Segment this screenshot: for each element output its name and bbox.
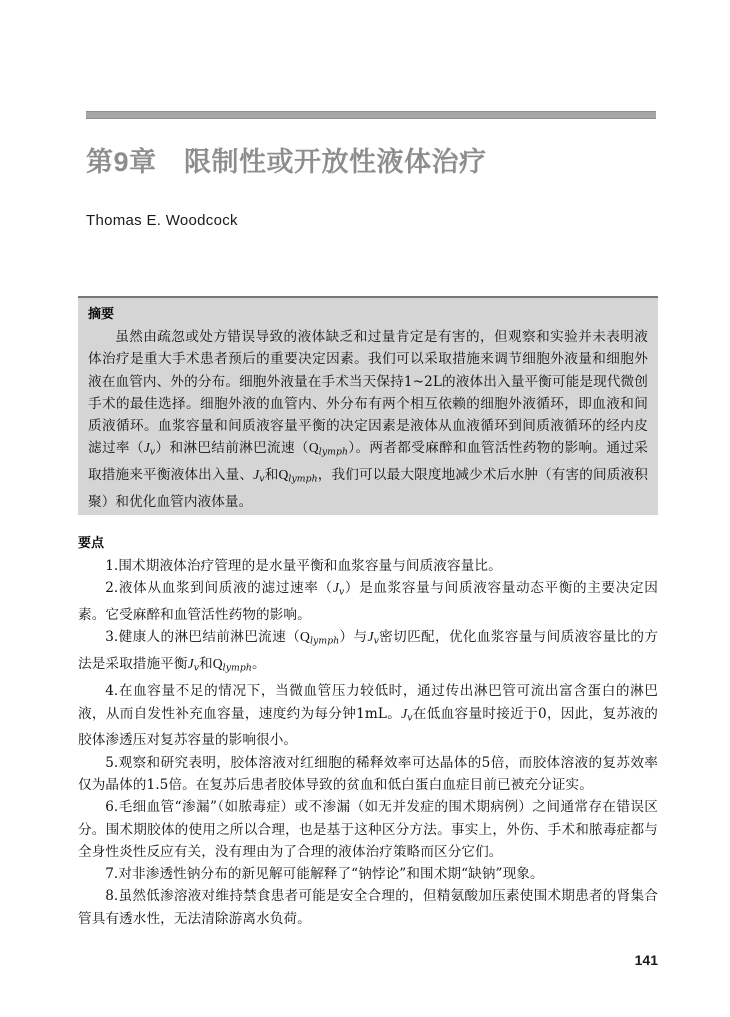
keypoint-5-text: 5.观察和研究表明，胶体溶液对红细胞的稀释效率可达晶体的5倍，而胶体溶液的复苏效率仅为晶体的1.5倍。在复苏后患者胶体导致的贫血和低白蛋白血症目前已被充分证实。 — [78, 754, 658, 793]
keypoint-2-symbol-jv: J — [332, 580, 339, 596]
keypoint-3-symbol-jv-2-subscript: v — [193, 662, 200, 674]
symbol-qlymph-2-subscript: lymph — [288, 473, 318, 485]
abstract-text-part-3: ）。两者都受麻醉和血管活性药物的影响。通过采取措施来平衡液体出入量、 — [88, 440, 648, 484]
keypoint-item-8 — [78, 885, 658, 930]
page-number: 141 — [634, 952, 658, 968]
keypoints-heading: 要点 — [78, 536, 105, 551]
keypoint-2-text-2: ）是血浆容量与间质液容量动态平衡的主要决定因素。它受麻醉和血管活性药物的影响。 — [78, 580, 659, 624]
header-rule — [86, 111, 656, 119]
keypoint-4-text-2: 在低血容量时接近于0，因此，复苏液的胶体渗透压对复苏容量的影响很小。 — [78, 705, 658, 749]
keypoint-3-symbol-jv-2: J — [187, 656, 194, 672]
abstract-text-part-4: 和 — [264, 467, 279, 484]
keypoint-4-symbol-jv-subscript: v — [407, 712, 413, 724]
keypoint-3-text-3: 密切匹配，优化血浆容量与间质液容量比的方法是采取措施平衡 — [78, 629, 659, 673]
symbol-qlymph-subscript: lymph — [318, 447, 349, 459]
keypoint-3-symbol-jv: J — [367, 629, 374, 645]
keypoint-6-text: 6.毛细血管“渗漏”（如脓毒症）或不渗漏（如无并发症的围术期病例）之间通常存在错误区分。围术期胶体的使用之所以合理，也是基于这种区分方法。事实上，外伤、手术和脓毒症都与全身性炎性反应有关，没有理由为了合理的液体治疗策略而区分它们。 — [78, 799, 658, 860]
keypoint-3-text-1: 3.健康人的淋巴结前淋巴流速（ — [105, 629, 301, 646]
abstract-section — [78, 296, 658, 515]
keypoint-7-text: 7.对非渗透性钠分布的新见解可能解释了“钠悖论”和围术期“缺钠”现象。 — [105, 866, 544, 883]
symbol-qlymph-2: Q — [278, 467, 289, 483]
keypoint-2-text-1: 2.液体从血浆到间质液的滤过速率（ — [105, 580, 333, 597]
keypoint-3-symbol-qlymph-2: Q — [212, 656, 223, 672]
keypoint-8-text: 8.虽然低渗溶液对维持禁食患者可能是安全合理的，但精氨酸加压素使围术期患者的肾集合管具有透水性，无法清除游离水负荷。 — [78, 888, 658, 927]
keypoints-section — [78, 534, 658, 930]
abstract-text-part-5: ，我们可以最大限度地减少术后水肿（有害的间质液积聚）和优化血管内液体量。 — [88, 467, 648, 511]
symbol-jv-subscript: v — [149, 447, 156, 459]
keypoint-1-text: 1.围术期液体治疗管理的是水量平衡和血浆容量与间质液容量比。 — [105, 558, 502, 574]
keypoint-item-7 — [78, 863, 658, 885]
author-name: Thomas E. Woodcock — [86, 212, 238, 229]
abstract-body — [88, 326, 648, 514]
keypoint-item-4 — [78, 680, 658, 751]
abstract-heading: 摘要 — [88, 307, 115, 322]
keypoint-3-symbol-qlymph: Q — [300, 629, 310, 645]
keypoint-2-symbol-jv-subscript: v — [338, 586, 345, 598]
symbol-jv: J — [143, 440, 150, 456]
keypoint-3-text-4: 和 — [199, 656, 213, 673]
keypoint-3-symbol-jv-subscript: v — [373, 636, 379, 648]
abstract-text-part-1: 虽然由疏忽或处方错误导致的液体缺乏和过量肯定是有害的，但观察和实验并未表明液体治疗是重大手术患者预后的重要决定因素。我们可以采取措施来调节细胞外液量和细胞外液在血管内、外的分布。细胞外液量在手术当天保持1~2L的液体出入量平衡可能是现代微创手术的最佳选择。细胞外液的血管内、外分布有两个相互依赖的细胞外液循环，即血液和间质液循环。血浆容量和间质液容量平衡的决定因素是液体从血液循环到间质液循环的经内皮滤过率（ — [88, 329, 648, 457]
keypoint-4-symbol-jv: J — [401, 705, 408, 721]
symbol-jv-2: J — [253, 467, 260, 483]
keypoint-item-5 — [78, 752, 658, 797]
page-title: 第9章 限制性或开放性液体治疗 — [86, 147, 487, 177]
keypoint-item-3 — [78, 626, 658, 680]
keypoint-3-symbol-qlymph-2-subscript: lymph — [222, 662, 252, 674]
keypoint-4-text-1: 4.在血容量不足的情况下，当微血管压力较低时，通过传出淋巴管可流出富含蛋白的淋巴液，从而自发性补充血容量，速度约为每分钟1mL。 — [78, 683, 658, 722]
keypoint-3-text-2: ）与 — [339, 629, 368, 646]
abstract-inner — [88, 306, 648, 514]
keypoint-3-text-5: 。 — [251, 656, 266, 673]
abstract-text-part-2: ）和淋巴结前淋巴流速（ — [155, 440, 309, 457]
keypoint-item-6 — [78, 796, 658, 863]
keypoint-item-2 — [78, 577, 658, 626]
symbol-qlymph: Q — [308, 440, 319, 456]
symbol-jv-2-subscript: v — [259, 473, 265, 485]
keypoint-3-symbol-qlymph-subscript: lymph — [309, 636, 340, 648]
keypoint-item-1 — [78, 555, 658, 577]
